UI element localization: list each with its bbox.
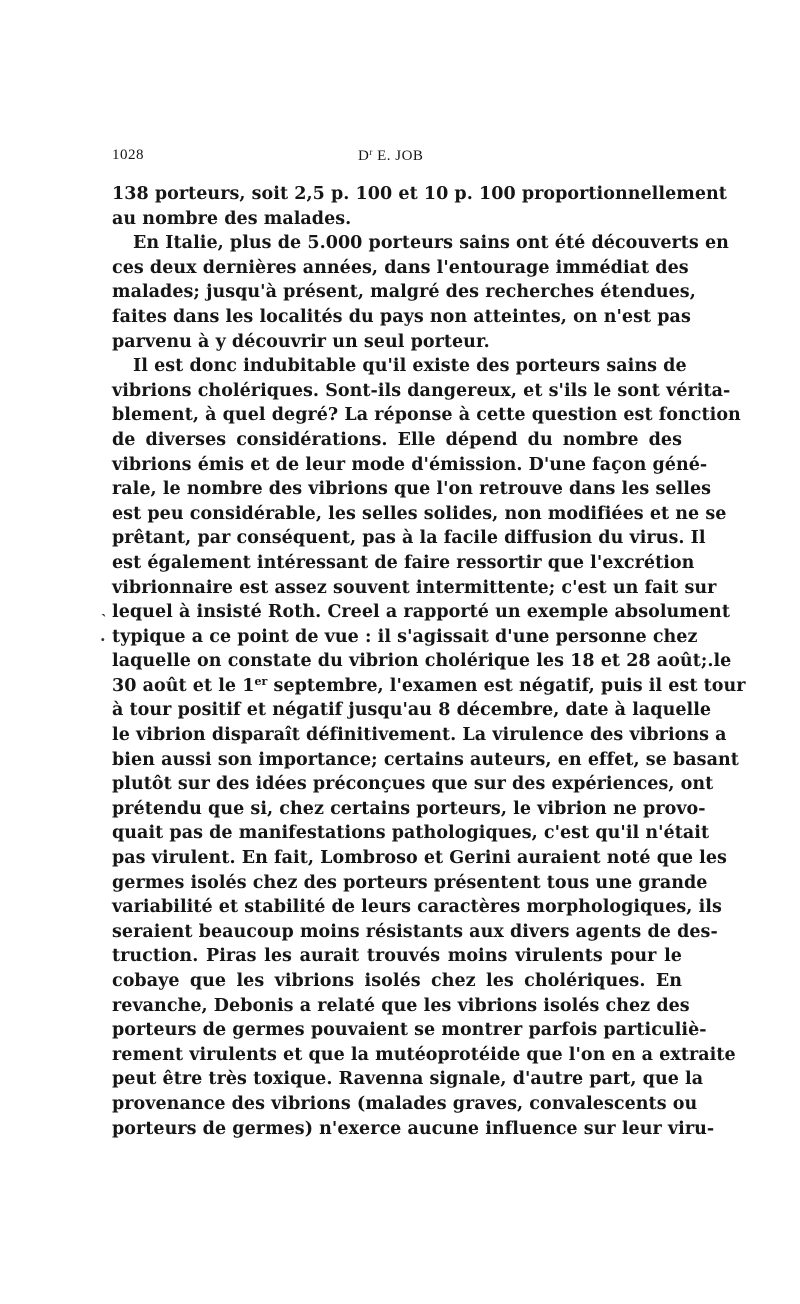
text-line — [112, 797, 706, 822]
text-line — [112, 231, 729, 256]
text-line — [112, 1092, 698, 1117]
text-line — [112, 551, 695, 576]
body-text — [112, 182, 746, 1141]
text-line-content: ces deux dernières années, dans l'entourage immédiat des — [112, 257, 689, 278]
author-name: E. JOB — [372, 148, 424, 164]
text-line-content: porteurs de germes pouvaient se montrer parfois particuliè- — [112, 1020, 707, 1041]
text-line — [112, 994, 690, 1019]
margin-mark: . — [100, 626, 106, 645]
text-line-content: plutôt sur des idées préconçues que sur des expériences, ont — [112, 774, 714, 795]
text-line — [112, 698, 712, 723]
text-line-content: parvenu à y découvrir un seul porteur. — [112, 331, 490, 352]
text-line-content: laquelle on constate du vibrion cholérique les 18 et 28 août;.le — [112, 651, 732, 672]
text-line-content: revanche, Debonis a relaté que les vibrions isolés chez des — [112, 995, 690, 1016]
text-line-content: En Italie, plus de 5.000 porteurs sains ont été découverts en — [133, 233, 729, 254]
text-line-content: lequel à insisté Roth. Creel a rapporté un exemple absolument — [112, 602, 730, 623]
text-line — [112, 403, 741, 428]
text-line — [112, 207, 682, 232]
text-line-content: prêtant, par conséquent, pas à la facile diffusion du virus. Il — [112, 528, 706, 549]
text-line-content: quait pas de manifestations pathologiques, c'est qu'il n'était — [112, 823, 710, 844]
text-line — [112, 1117, 715, 1142]
author-prefix-superscript: r — [369, 147, 373, 157]
text-line-content: 30 août et le 1 — [112, 675, 255, 696]
text-line-content: germes isolés chez des porteurs présentent tous une grande — [112, 872, 708, 893]
text-line-content: malades; jusqu'à présent, malgré des recherches étendues, — [112, 282, 696, 303]
text-line — [112, 625, 698, 650]
text-line-content: truction. Piras les aurait trouvés moins virulents pour le — [112, 946, 682, 967]
margin-mark: ˎ — [101, 598, 107, 617]
text-line — [112, 944, 682, 969]
text-line — [112, 576, 717, 601]
text-line — [112, 354, 687, 379]
text-line-content: au nombre des malades. — [112, 208, 352, 229]
text-line-content: vibrions cholériques. Sont-ils dangereux, et s'ils le sont vérita- — [112, 380, 731, 401]
text-line-content: peut être très toxique. Ravenna signale, d'autre part, que la — [112, 1069, 704, 1090]
text-line — [112, 772, 714, 797]
text-line — [112, 1018, 707, 1043]
ordinal-superscript: er — [254, 674, 268, 688]
text-line — [112, 969, 682, 994]
text-line — [112, 748, 739, 773]
text-line-content: vibrionnaire est assez souvent intermittente; c'est un fait sur — [112, 577, 717, 598]
text-line — [112, 821, 710, 846]
page-number: 1028 — [112, 147, 144, 163]
text-line — [112, 920, 718, 945]
text-line-content: pas virulent. En fait, Lombroso et Gerini auraient noté que les — [112, 848, 727, 869]
text-line — [112, 502, 727, 527]
text-line-content: cobaye que les vibrions isolés chez les cholériques. En — [112, 971, 682, 991]
page-header — [112, 147, 682, 171]
text-line — [112, 477, 712, 502]
text-line-content: vibrions émis et de leur mode d'émission. D'une façon géné- — [112, 454, 708, 475]
text-line — [112, 182, 727, 207]
text-line — [112, 1043, 736, 1068]
text-line-continuation: septembre, l'examen est négatif, puis il est tour — [267, 675, 746, 696]
text-line-content: est également intéressant de faire ressortir que l'excrétion — [112, 552, 695, 573]
text-line-content: blement, à quel degré? La réponse à cette question est fonction — [112, 405, 741, 426]
text-line-content: de diverses considérations. Elle dépend du nombre des — [112, 429, 682, 450]
text-line — [112, 895, 722, 920]
running-head — [358, 147, 423, 165]
text-line-content: rement virulents et que la mutéoprotéide que l'on en a extraite — [112, 1044, 736, 1065]
text-line-content: variabilité et stabilité de leurs caractères morphologiques, ils — [112, 897, 722, 918]
text-line — [112, 723, 727, 748]
text-line — [112, 1067, 704, 1092]
text-line-content: prétendu que si, chez certains porteurs, le vibrion ne provo- — [112, 798, 706, 819]
text-line-content: seraient beaucoup moins résistants aux divers agents de des- — [112, 921, 718, 942]
text-line — [112, 526, 706, 551]
text-line — [112, 649, 732, 674]
text-line-content: 138 porteurs, soit 2,5 p. 100 et 10 p. 100 proportionnellement — [112, 184, 727, 204]
text-line-content: porteurs de germes) n'exerce aucune influence sur leur viru- — [112, 1118, 715, 1139]
text-line-content: rale, le nombre des vibrions que l'on retrouve dans les selles — [112, 479, 712, 500]
text-line-content: typique a ce point de vue : il s'agissait d'une personne chez — [112, 626, 698, 647]
text-line-content: bien aussi son importance; certains auteurs, en effet, se basant — [112, 749, 739, 770]
text-line-content: le vibrion disparaît définitivement. La virulence des vibrions a — [112, 725, 727, 746]
text-line — [112, 256, 689, 281]
text-line — [112, 871, 708, 896]
text-line — [112, 280, 696, 305]
text-line-content: Il est donc indubitable qu'il existe des porteurs sains de — [133, 356, 687, 377]
text-line — [112, 674, 746, 699]
text-line-content: est peu considérable, les selles solides, non modifiées et ne se — [112, 503, 727, 524]
text-line — [112, 428, 682, 453]
text-line-content: à tour positif et négatif jusqu'au 8 décembre, date à laquelle — [112, 700, 712, 721]
text-line-content: provenance des vibrions (malades graves, convalescents ou — [112, 1093, 698, 1114]
author-prefix: D — [358, 148, 370, 164]
text-line — [112, 379, 731, 404]
text-line — [112, 453, 708, 478]
text-line-content: faites dans les localités du pays non atteintes, on n'est pas — [112, 306, 691, 327]
text-line — [112, 305, 691, 330]
text-line — [112, 330, 682, 355]
text-line — [112, 600, 730, 625]
text-line — [112, 846, 727, 871]
